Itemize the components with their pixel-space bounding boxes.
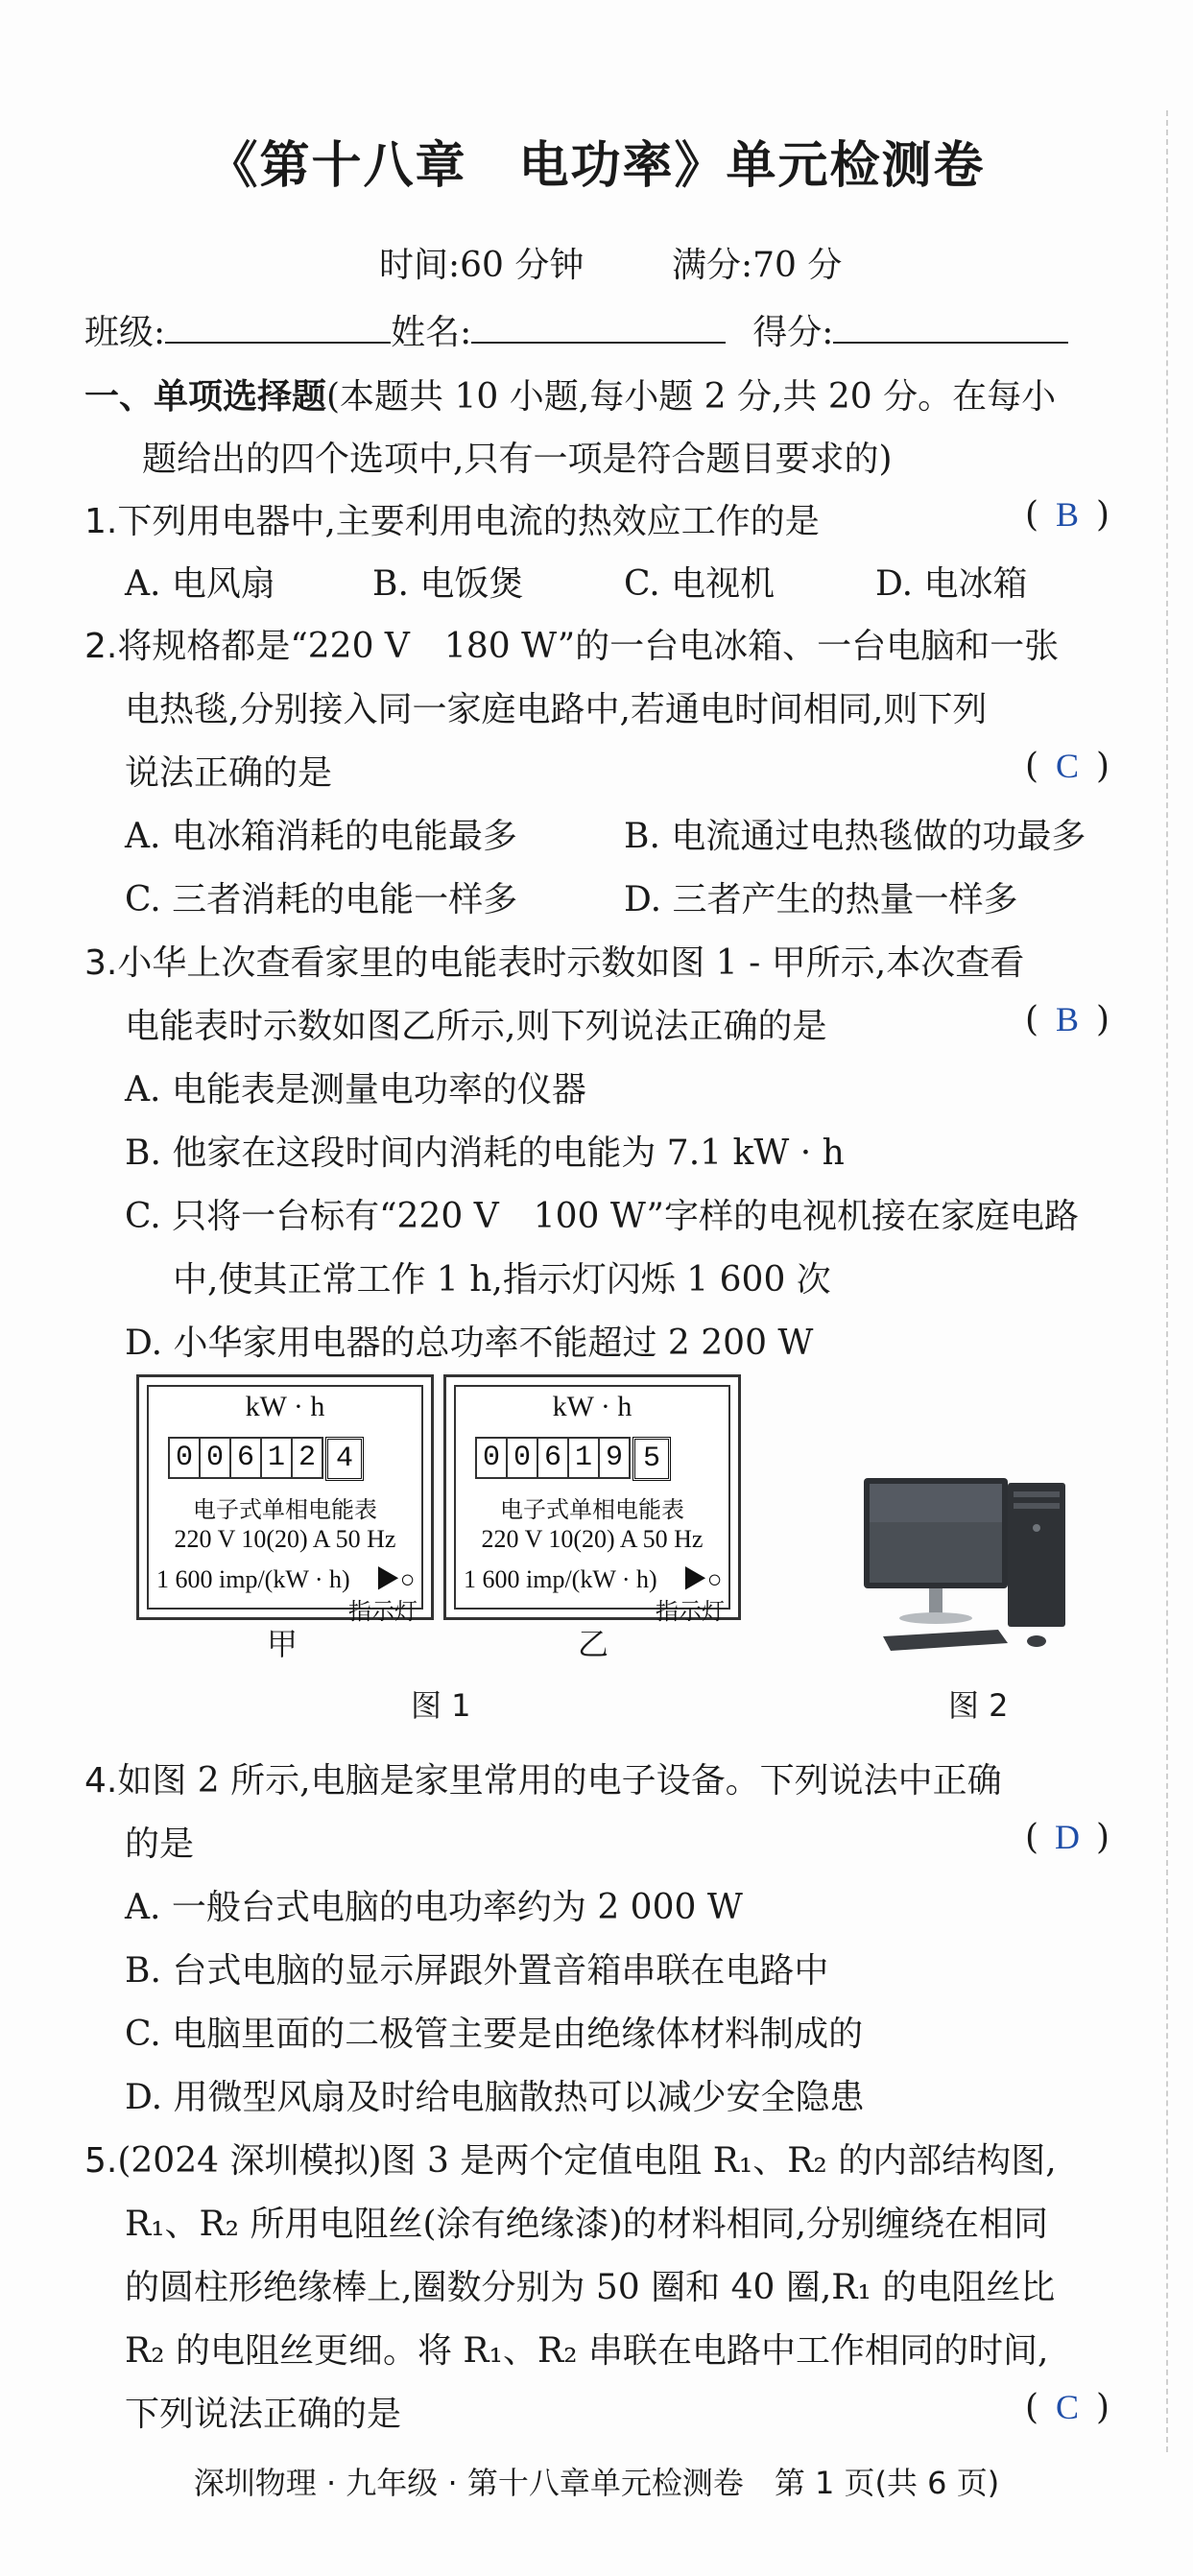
exam-full-score: 满分:70 分 <box>672 246 843 285</box>
question-2-number: 2. <box>84 627 118 666</box>
meter-rating: 220 V 10(20) A 50 Hz <box>174 1525 396 1553</box>
figure1-caption: 图 1 <box>411 1687 471 1724</box>
name-label: 姓名: <box>391 313 472 352</box>
meter-digit: 1 <box>260 1437 293 1479</box>
q2-option-c[interactable]: C. 三者消耗的电能一样多 <box>125 880 518 919</box>
answer-letter: B <box>1056 1000 1080 1038</box>
student-info-row <box>84 305 1068 354</box>
section1-heading: 一、单项选择题 <box>84 377 327 417</box>
meter-digit: 9 <box>598 1437 631 1479</box>
meter-jia-caption: 甲 <box>267 1626 298 1662</box>
q3-option-c[interactable]: C. 只将一台标有“220 V 100 W”字样的电视机接在家庭电路 <box>125 1197 1079 1236</box>
section1-desc-line2: 题给出的四个选项中,只有一项是符合题目要求的) <box>142 440 893 479</box>
q1-option-b[interactable]: B. 电饭煲 <box>372 564 524 604</box>
score-blank[interactable] <box>833 313 1068 344</box>
q4-option-d[interactable]: D. 用微型风扇及时给电脑散热可以减少安全隐患 <box>125 2078 865 2117</box>
question-5-stem-line5: 下列说法正确的是 <box>125 2395 402 2434</box>
question-4-stem-line2: 的是 <box>125 1825 195 1864</box>
q1-option-d[interactable]: D. 电冰箱 <box>875 564 1028 604</box>
meter-decimal-digit: 4 <box>325 1437 364 1481</box>
question-3-answer: ( B ) <box>1025 1000 1110 1039</box>
meter-indicator-label: 指示灯 <box>656 1598 725 1625</box>
meter-unit: kW · h <box>245 1391 325 1422</box>
section1-desc-line1: (本题共 10 小题,每小题 2 分,共 20 分。在每小 <box>326 377 1057 417</box>
figure2-caption: 图 2 <box>948 1687 1009 1724</box>
meter-digit: 0 <box>475 1437 508 1479</box>
question-5-number: 5. <box>84 2141 118 2181</box>
answer-letter: B <box>1056 495 1080 534</box>
q3-option-a[interactable]: A. 电能表是测量电功率的仪器 <box>125 1070 586 1109</box>
question-5-answer: ( C ) <box>1025 2388 1110 2427</box>
q1-option-c[interactable]: C. 电视机 <box>624 564 775 604</box>
question-1 <box>84 494 820 543</box>
meter-yi-caption: 乙 <box>578 1626 609 1662</box>
q4-option-a[interactable]: A. 一般台式电脑的电功率约为 2 000 W <box>125 1888 743 1927</box>
meter-yi <box>443 1374 741 1625</box>
question-5-stem-line2: R₁、R₂ 所用电阻丝(涂有绝缘漆)的材料相同,分别缠绕在相同 <box>125 2205 1049 2244</box>
exam-time: 时间:60 分钟 <box>379 246 585 285</box>
question-3-number: 3. <box>84 943 118 983</box>
question-2-stem-line2: 电热毯,分别接入同一家庭电路中,若通电时间相同,则下列 <box>125 690 988 729</box>
meter-digits <box>475 1437 669 1481</box>
binding-rule <box>1166 110 1168 2452</box>
page-title: 《第十八章 电功率》单元检测卷 <box>207 137 986 195</box>
question-5-stem-line3: 的圆柱形绝缘棒上,圈数分别为 50 圈和 40 圈,R₁ 的电阻丝比 <box>125 2268 1056 2307</box>
question-2-stem-line3: 说法正确的是 <box>125 753 333 793</box>
question-5-stem-line4: R₂ 的电阻丝更细。将 R₁、R₂ 串联在电路中工作相同的时间, <box>125 2331 1049 2371</box>
class-label: 班级: <box>84 313 166 352</box>
q3-option-d[interactable]: D. 小华家用电器的总功率不能超过 2 200 W <box>125 1324 814 1363</box>
question-5-stem-line1: (2024 深圳模拟)图 3 是两个定值电阻 R₁、R₂ 的内部结构图, <box>117 2141 1057 2181</box>
q3-option-c-cont: 中,使其正常工作 1 h,指示灯闪烁 1 600 次 <box>173 1260 831 1300</box>
meter-digit: 0 <box>506 1437 538 1479</box>
section1-header <box>84 370 1056 418</box>
question-2-stem-line1: 将规格都是“220 V 180 W”的一台电冰箱、一台电脑和一张 <box>117 627 1060 666</box>
meter-rating: 220 V 10(20) A 50 Hz <box>481 1525 704 1553</box>
meter-type: 电子式单相电能表 <box>500 1496 684 1523</box>
meter-indicator-label: 指示灯 <box>348 1598 418 1625</box>
question-4 <box>84 1753 1002 1802</box>
meter-decimal-digit: 5 <box>632 1437 671 1481</box>
q4-option-c[interactable]: C. 电脑里面的二极管主要是由绝缘体材料制成的 <box>125 2015 864 2054</box>
q2-option-b[interactable]: B. 电流通过电热毯做的功最多 <box>624 817 1086 856</box>
meter-digit: 6 <box>537 1437 569 1479</box>
question-2 <box>84 619 1059 668</box>
question-4-stem-line1: 如图 2 所示,电脑是家里常用的电子设备。下列说法中正确 <box>117 1761 1002 1801</box>
meter-digits <box>168 1437 362 1481</box>
answer-letter: C <box>1056 747 1080 785</box>
meter-digit: 6 <box>229 1437 262 1479</box>
meter-constant: 1 600 imp/(kW · h) ▶○ <box>156 1565 416 1593</box>
meter-unit: kW · h <box>552 1391 632 1422</box>
q4-option-b[interactable]: B. 台式电脑的显示屏跟外置音箱串联在电路中 <box>125 1951 829 1991</box>
question-3-stem-line2: 电能表时示数如图乙所示,则下列说法正确的是 <box>125 1007 827 1046</box>
question-5 <box>84 2134 1057 2182</box>
desktop-computer-image <box>854 1468 1104 1660</box>
question-1-stem: 下列用电器中,主要利用电流的热效应工作的是 <box>117 502 820 541</box>
page-footer: 深圳物理 · 九年级 · 第十八章单元检测卷 第 1 页(共 6 页) <box>193 2465 1000 2501</box>
meter-digit: 2 <box>291 1437 323 1479</box>
mouse-icon <box>1027 1635 1046 1647</box>
question-3 <box>84 936 1024 985</box>
q3-option-b[interactable]: B. 他家在这段时间内消耗的电能为 7.1 kW · h <box>125 1133 845 1173</box>
class-blank[interactable] <box>165 313 391 344</box>
question-1-answer: ( B ) <box>1025 495 1110 535</box>
answer-letter: D <box>1055 1818 1081 1856</box>
answer-letter: C <box>1056 2388 1080 2426</box>
name-blank[interactable] <box>471 313 726 344</box>
question-3-stem-line1: 小华上次查看家里的电能表时示数如图 1 - 甲所示,本次查看 <box>117 943 1025 983</box>
q2-option-d[interactable]: D. 三者产生的热量一样多 <box>624 880 1018 919</box>
meter-digit: 1 <box>567 1437 600 1479</box>
q1-option-a[interactable]: A. 电风扇 <box>125 564 275 604</box>
meter-jia <box>136 1374 434 1625</box>
meter-type: 电子式单相电能表 <box>193 1496 377 1523</box>
meter-constant: 1 600 imp/(kW · h) ▶○ <box>464 1565 723 1593</box>
question-2-answer: ( C ) <box>1025 747 1110 786</box>
question-4-answer: ( D ) <box>1025 1818 1110 1857</box>
question-1-number: 1. <box>84 502 118 541</box>
keyboard-icon <box>883 1630 1008 1651</box>
meter-digit: 0 <box>199 1437 231 1479</box>
q2-option-a[interactable]: A. 电冰箱消耗的电能最多 <box>125 817 517 856</box>
score-label: 得分: <box>752 313 834 352</box>
question-4-number: 4. <box>84 1761 118 1801</box>
meter-digit: 0 <box>168 1437 201 1479</box>
